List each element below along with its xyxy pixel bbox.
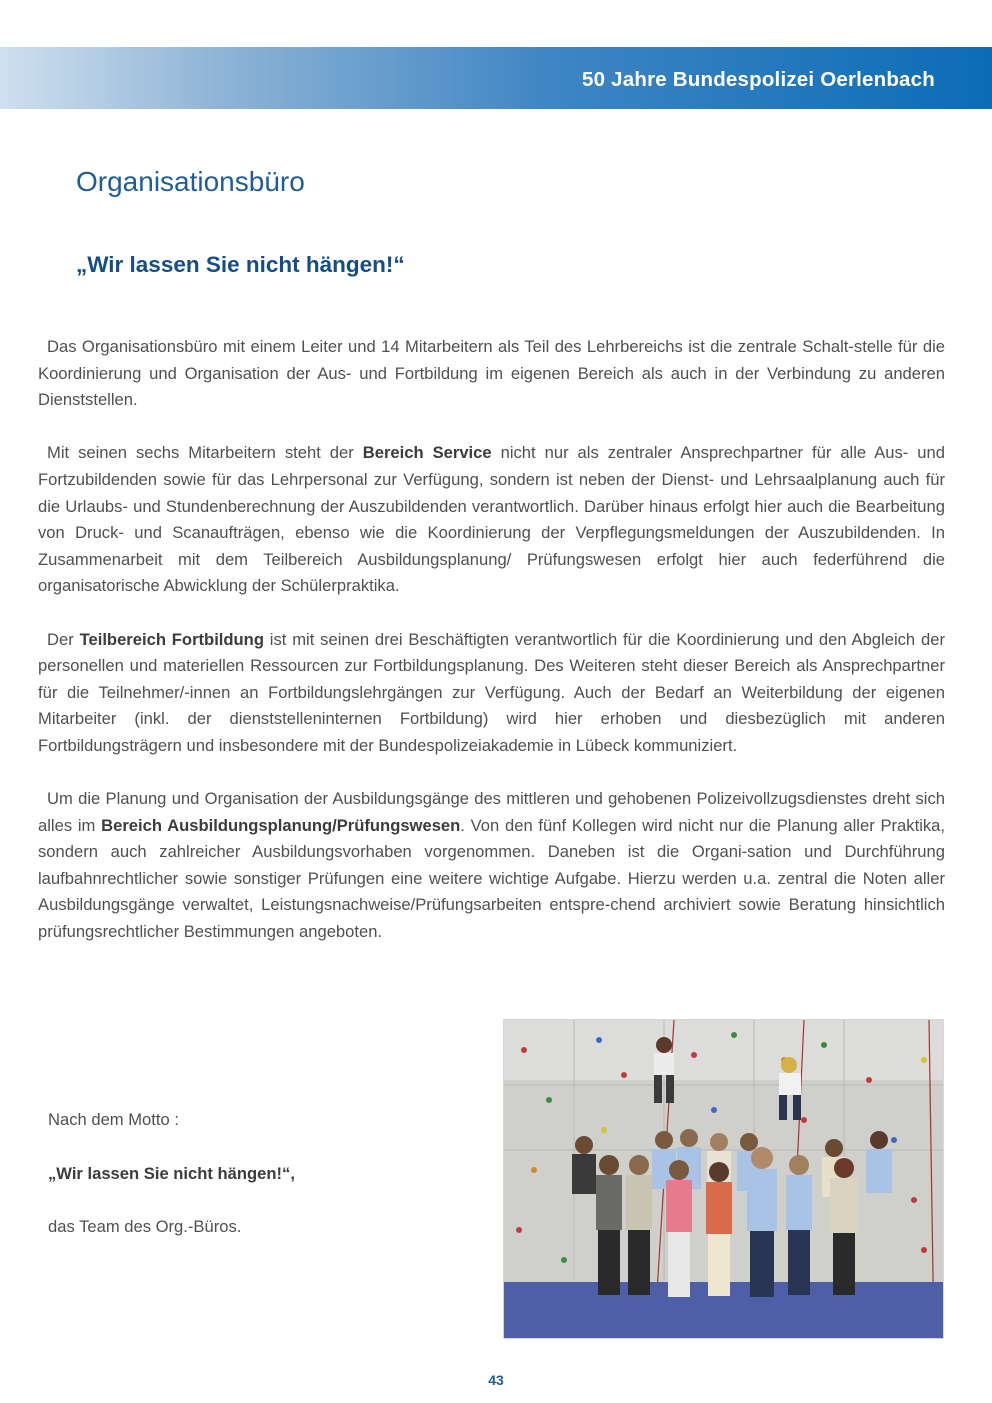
motto-signature: das Team des Org.-Büros. (48, 1217, 242, 1236)
paragraph-text: ist mit seinen drei Beschäftigten verantwortlich für die Koordinierung und den Abgleich der personellen und materiellen Ressourcen zur Fortbildungsplanung. Des Weiteren steht dieser Bereich als Ansprechpartner für die Teilnehmer/-innen an Fortbildungslehrgängen zur Verfügung. Auch der Bedarf an Weiterbildung der eigenen Mitarbeiter (inkl. der dienststelleninternen Fortbildung) wird hier erhoben und diesbezüglich mit anderen Fortbildungsträgern und insbesondere mit der Bundespolizeiakademie in Lübeck kommuniziert. (38, 629, 945, 755)
page-title: Organisationsbüro (76, 166, 305, 197)
motto-quote: „Wir lassen Sie nicht hängen!“, (48, 1164, 295, 1183)
header-title: 50 Jahre Bundespolizei Oerlenbach (582, 68, 935, 91)
paragraph-highlight-teilbereich-fortbildung: Teilbereich Fortbildung (79, 629, 264, 649)
paragraph-highlight-bereich-service: Bereich Service (362, 443, 492, 463)
paragraph-2 (38, 440, 945, 600)
paragraph-3 (38, 627, 945, 760)
team-photo (503, 1019, 944, 1339)
paragraph-4 (38, 786, 945, 946)
page-number: 43 (488, 1372, 504, 1388)
paragraph-highlight-ausbildungsplanung: Bereich Ausbildungsplanung/Prüfungswesen (101, 815, 461, 835)
paragraph-text: Das Organisationsbüro mit einem Leiter und 14 Mitarbeitern als Teil des Lehrbereichs ist die zentrale Schalt-stelle für die Koordinierung und Organisation der Aus- und Fortbildung im eigenen Bereich als auch in der Verbindung zu anderen Dienststellen. (38, 337, 945, 410)
paragraph-text: Um die Planung und Organisation der Ausbildungsgänge des mittleren und gehobenen Polizeivollzugsdienstes dreht sich alles im (38, 789, 945, 835)
paragraph-text: . Von den fünf Kollegen wird nicht nur die Planung aller Praktika, sondern auch zahlreicher Ausbildungsvorhaben vorgenommen. Daneben ist die Organi-sation und Durchführung laufbahnrechtlicher sowie sonstiger Prüfungen eine weitere wichtige Aufgabe. Hierzu werden u.a. zentral die Noten aller Ausbildungsgänge verwaltet, Leistungsnachweise/Prüfungsarbeiten entspre-chend archiviert sowie Beratung hinsichtlich prüfungsrechtlicher Bestimmungen angeboten. (38, 815, 946, 942)
motto-intro: Nach dem Motto : (48, 1110, 179, 1129)
paragraph-text: nicht nur als zentraler Ansprechpartner für alle Aus- und Fortzubildenden sowie für das Lehrpersonal zur Verfügung, sondern ist neben der Dienst- und Lehrsaalplanung auch für die Urlaubs- und Stundenberechnung der Auszubildenden verantwortlich. Darüber hinaus erfolgt hier auch die Bearbeitung von Druck- und Scanaufträgen, ebenso wie die Koordinierung der Verpflegungsmeldungen der Auszubildenden. In Zusammenarbeit mit dem Teilbereich Ausbildungsplanung/ Prüfungswesen erfolgt hier auch federführend die organisatorische Abwicklung der Schülerpraktika. (38, 443, 945, 596)
article-body (38, 334, 945, 972)
paragraph-text: Der (47, 629, 80, 649)
paragraph-1 (38, 334, 945, 414)
page-subtitle: „Wir lassen Sie nicht hängen!“ (76, 252, 405, 277)
paragraph-text: Mit seinen sechs Mitarbeitern steht der (47, 443, 363, 463)
